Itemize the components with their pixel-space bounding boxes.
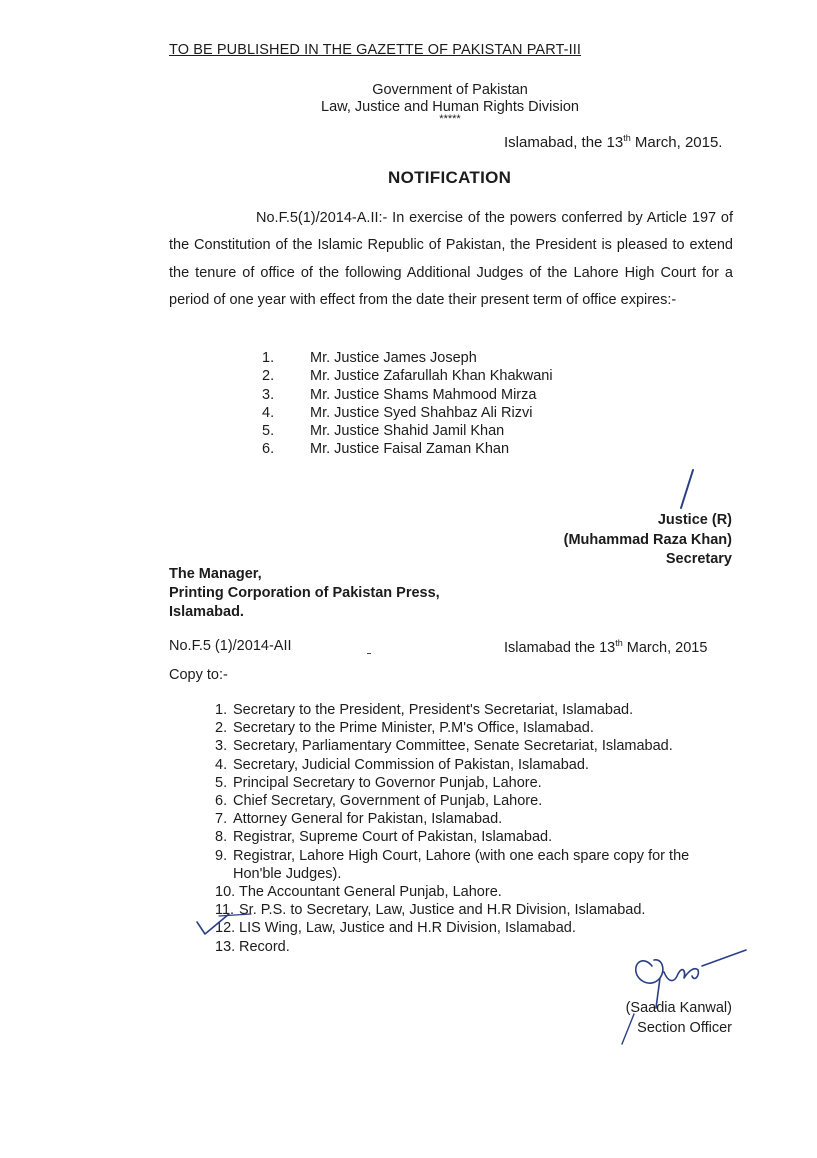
copy-text: The Accountant General Punjab, Lahore. (239, 884, 502, 901)
copy-text: Secretary to the President, President's Secretariat, Islamabad. (233, 702, 634, 718)
copy-text: Secretary, Judicial Commission of Pakistan, Islamabad. (233, 756, 589, 773)
judge-item (262, 440, 553, 458)
notification-body: No.F.5(1)/2014-A.II:- In exercise of the powers conferred by Article 197 of the Constitution of the Islamic Republic of Pakistan, the President is pleased to extend the tenure of office of the following Additional Judges of the Lahore High Court for a period of one year with effect from the date their present term of office expires:- (169, 210, 733, 308)
judge-item (262, 386, 553, 404)
addressee-block (169, 565, 440, 622)
copy-list (215, 701, 735, 956)
copy-item (215, 756, 735, 774)
judge-number: 2. (262, 368, 275, 385)
judge-name: Mr. Justice Shahid Jamil Khan (310, 423, 505, 440)
judge-number: 6. (262, 441, 275, 458)
secretary-name: (Muhammad Raza Khan) (563, 531, 732, 548)
copy-number: 7. (215, 811, 228, 828)
tick-mark-icon (195, 912, 255, 938)
secretary-signature-mark (677, 468, 697, 510)
copy-item (215, 737, 735, 755)
copy-to-label: Copy to:- (169, 667, 228, 683)
reference-number: No.F.5 (1)/2014-AII (169, 638, 292, 654)
copy-item (215, 792, 735, 810)
government-title: Government of Pakistan (372, 82, 528, 98)
copy-text: Secretary, Parliamentary Committee, Senate Secretariat, Islamabad. (233, 738, 673, 755)
copy-number: 2. (215, 720, 228, 737)
copy-number: 6. (215, 793, 228, 810)
section-officer-name: (Saadia Kanwal) (625, 1000, 732, 1016)
judge-name: Mr. Justice Shams Mahmood Mirza (310, 386, 537, 403)
judge-number: 5. (262, 423, 275, 440)
copy-date: Islamabad the 13th March, 2015 (504, 638, 708, 656)
judge-number: 4. (262, 404, 275, 421)
copy-text: LIS Wing, Law, Justice and H.R Division, Islamabad. (239, 920, 576, 937)
secretary-rank: Justice (R) (657, 512, 732, 528)
copy-text: Secretary to the Prime Minister, P.M's Office, Islamabad. (233, 720, 594, 737)
division-title: Law, Justice and Human Rights Division (321, 99, 579, 115)
gazette-heading: TO BE PUBLISHED IN THE GAZETTE OF PAKISTAN PART-III (169, 42, 581, 58)
copy-item (215, 847, 735, 883)
judge-item (262, 349, 553, 367)
copy-text: Attorney General for Pakistan, Islamabad. (233, 811, 503, 828)
copy-text: Chief Secretary, Government of Punjab, Lahore. (233, 793, 543, 810)
notification-title: NOTIFICATION (388, 168, 512, 187)
copy-text: Sr. P.S. to Secretary, Law, Justice and H.R Division, Islamabad. (239, 902, 646, 919)
copy-number: 5. (215, 774, 228, 791)
stars-divider: ***** (439, 113, 461, 125)
copy-number: 10. (215, 884, 236, 901)
judge-number: 1. (262, 350, 275, 366)
copy-number: 12. (215, 920, 236, 937)
judge-name: Mr. Justice James Joseph (310, 350, 477, 366)
copy-number: 4. (215, 756, 228, 773)
judges-list (262, 349, 553, 459)
copy-item (215, 919, 735, 937)
secretary-title: Secretary (665, 551, 732, 567)
judge-name: Mr. Justice Zafarullah Khan Khakwani (310, 368, 553, 385)
copy-text: Principal Secretary to Governor Punjab, Lahore. (233, 774, 542, 791)
copy-number: 3. (215, 738, 228, 755)
addressee-line: Islamabad. (169, 604, 244, 620)
judge-name: Mr. Justice Faisal Zaman Khan (310, 441, 510, 458)
copy-item (215, 828, 735, 846)
judge-item (262, 367, 553, 385)
issue-date: Islamabad, the 13th March, 2015. (504, 133, 723, 151)
stray-mark (367, 653, 371, 654)
copy-item (215, 901, 735, 919)
judge-item (262, 422, 553, 440)
section-officer-title: Section Officer (637, 1020, 732, 1036)
copy-number: 1. (215, 702, 228, 718)
copy-item (215, 701, 735, 719)
copy-item (215, 774, 735, 792)
copy-number: 13. (215, 938, 236, 955)
copy-number: 11. (215, 902, 235, 919)
copy-number: 9. (215, 847, 228, 864)
secretary-signature-block (564, 511, 732, 570)
copy-item (215, 719, 735, 737)
copy-item (215, 810, 735, 828)
judge-item (262, 404, 553, 422)
copy-text: Registrar, Lahore High Court, Lahore (with one each spare copy for the Hon'ble Judges). (233, 847, 690, 882)
addressee-line: Printing Corporation of Pakistan Press, (169, 585, 440, 601)
copy-text: Record. (239, 938, 290, 955)
judge-number: 3. (262, 386, 275, 403)
copy-text: Registrar, Supreme Court of Pakistan, Islamabad. (233, 829, 553, 846)
copy-item (215, 883, 735, 901)
judge-name: Mr. Justice Syed Shahbaz Ali Rizvi (310, 404, 533, 421)
addressee-line: The Manager, (169, 566, 262, 582)
copy-number: 8. (215, 829, 228, 846)
section-officer-block (626, 998, 732, 1038)
